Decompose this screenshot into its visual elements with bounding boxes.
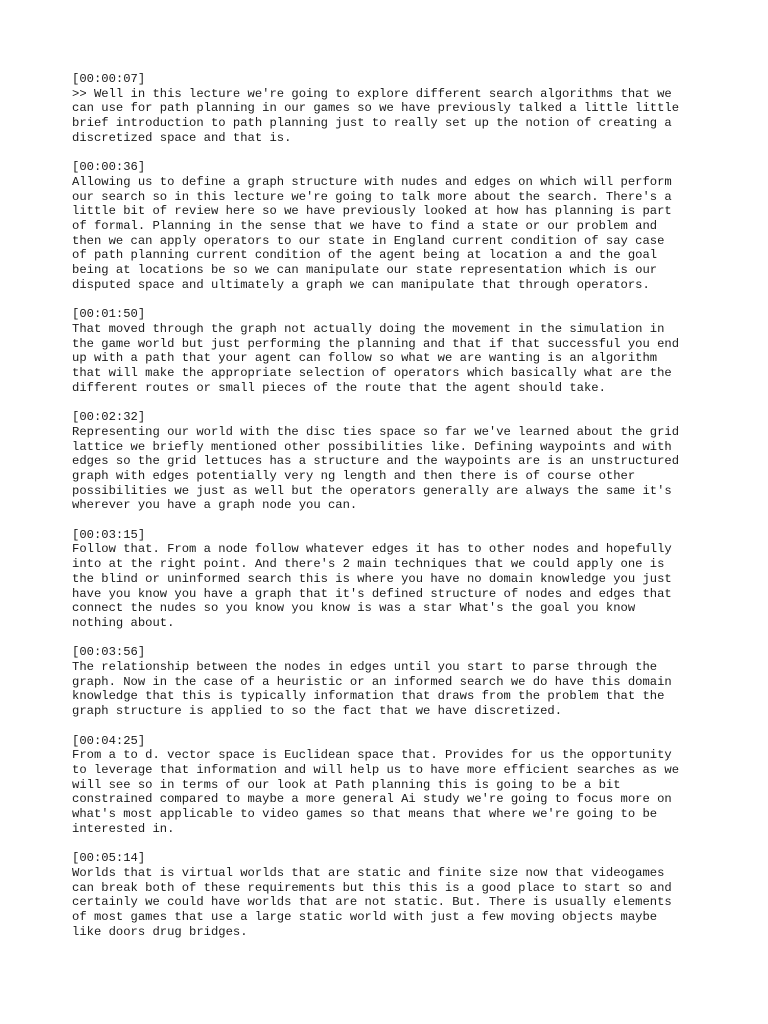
segment-line: of most games that use a large static world with just a few moving objects maybe: [72, 909, 658, 924]
segment-line: brief introduction to path planning just to really set up the notion of creating a: [72, 116, 672, 131]
segment-timestamp: [00:03:15]: [72, 527, 146, 542]
segment-line: disputed space and ultimately a graph we can manipulate that through operators.: [72, 277, 650, 292]
segment-line: interested in.: [72, 821, 175, 836]
segment-line: of path planning current condition of the agent being at location a and the goal: [72, 248, 658, 263]
segment-line: possibilities we just as well but the operators generally are always the same it's: [72, 483, 672, 498]
segment-line: knowledge that this is typically information that draws from the problem that the: [72, 689, 665, 704]
transcript-segment: [72, 307, 712, 395]
segment-line: Follow that. From a node follow whatever edges it has to other nodes and hopefully: [72, 542, 672, 557]
segment-line: our search so in this lecture we're going to talk more about the search. There's a: [72, 189, 672, 204]
segment-line: edges so the grid lettuces has a structure and the waypoints are is an unstructured: [72, 454, 680, 469]
transcript-segment: [72, 645, 712, 719]
segment-line: then we can apply operators to our state in England current condition of say case: [72, 233, 665, 248]
segment-line: Representing our world with the disc ties space so far we've learned about the grid: [72, 424, 680, 439]
transcript-segment: [72, 160, 712, 292]
segment-line: lattice we briefly mentioned other possibilities like. Defining waypoints and with: [72, 439, 672, 454]
segment-line: like doors drug bridges.: [72, 924, 248, 939]
segment-line: being at locations be so we can manipulate our state representation which is our: [72, 263, 658, 278]
segment-line: into at the right point. And there's 2 main techniques that we could apply one is: [72, 557, 665, 572]
segment-line: have you know you have a graph that it's defined structure of nodes and edges that: [72, 586, 672, 601]
segment-line: From a to d. vector space is Euclidean space that. Provides for us the opportunity: [72, 748, 672, 763]
segment-line: the game world but just performing the planning and that if that successful you end: [72, 336, 680, 351]
segment-timestamp: [00:04:25]: [72, 733, 146, 748]
transcript-segment: [72, 734, 712, 837]
segment-line: will see so in terms of our look at Path planning this is going to be a bit: [72, 777, 621, 792]
segment-timestamp: [00:03:56]: [72, 645, 146, 660]
segment-line: what's most applicable to video games so that means that where we're going to be: [72, 807, 658, 822]
transcript-page: [72, 72, 712, 954]
segment-line: nothing about.: [72, 615, 175, 630]
segment-line: graph with edges potentially very ng length and then there is of course other: [72, 468, 636, 483]
segment-timestamp: [00:00:36]: [72, 160, 146, 175]
transcript-segment: [72, 528, 712, 631]
segment-line: >> Well in this lecture we're going to explore different search algorithms that we: [72, 86, 672, 101]
transcript-segment: [72, 72, 712, 146]
segment-line: the blind or uninformed search this is where you have no domain knowledge you just: [72, 571, 672, 586]
segment-timestamp: [00:01:50]: [72, 307, 146, 322]
segment-line: constrained compared to maybe a more general Ai study we're going to focus more on: [72, 792, 672, 807]
segment-line: Allowing us to define a graph structure with nudes and edges on which will perform: [72, 174, 672, 189]
segment-line: That moved through the graph not actually doing the movement in the simulation in: [72, 321, 665, 336]
segment-line: to leverage that information and will help us to have more efficient searches as we: [72, 762, 680, 777]
segment-line: wherever you have a graph node you can.: [72, 498, 358, 513]
segment-line: certainly we could have worlds that are not static. But. There is usually elements: [72, 895, 672, 910]
segment-timestamp: [00:00:07]: [72, 72, 146, 86]
segment-line: can break both of these requirements but this this is a good place to start so and: [72, 880, 672, 895]
segment-line: different routes or small pieces of the route that the agent should take.: [72, 380, 606, 395]
segment-line: that will make the appropriate selection of operators which basically what are the: [72, 366, 672, 381]
segment-line: can use for path planning in our games so we have previously talked a little little: [72, 101, 680, 116]
segment-line: graph. Now in the case of a heuristic or an informed search we do have this domain: [72, 674, 672, 689]
segment-timestamp: [00:02:32]: [72, 410, 146, 425]
segment-line: graph structure is applied to so the fact that we have discretized.: [72, 704, 563, 719]
segment-line: up with a path that your agent can follow so what we are wanting is an algorithm: [72, 351, 658, 366]
transcript-segment: [72, 851, 712, 939]
segment-line: discretized space and that is.: [72, 130, 292, 145]
segment-line: The relationship between the nodes in edges until you start to parse through the: [72, 660, 658, 675]
transcript-segment: [72, 410, 712, 513]
segment-timestamp: [00:05:14]: [72, 851, 146, 866]
segment-line: of formal. Planning in the sense that we have to find a state or our problem and: [72, 219, 658, 234]
segment-line: little bit of review here so we have previously looked at how has planning is part: [72, 204, 672, 219]
segment-line: Worlds that is virtual worlds that are static and finite size now that videogames: [72, 865, 665, 880]
segment-line: connect the nudes so you know you know is was a star What's the goal you know: [72, 601, 636, 616]
